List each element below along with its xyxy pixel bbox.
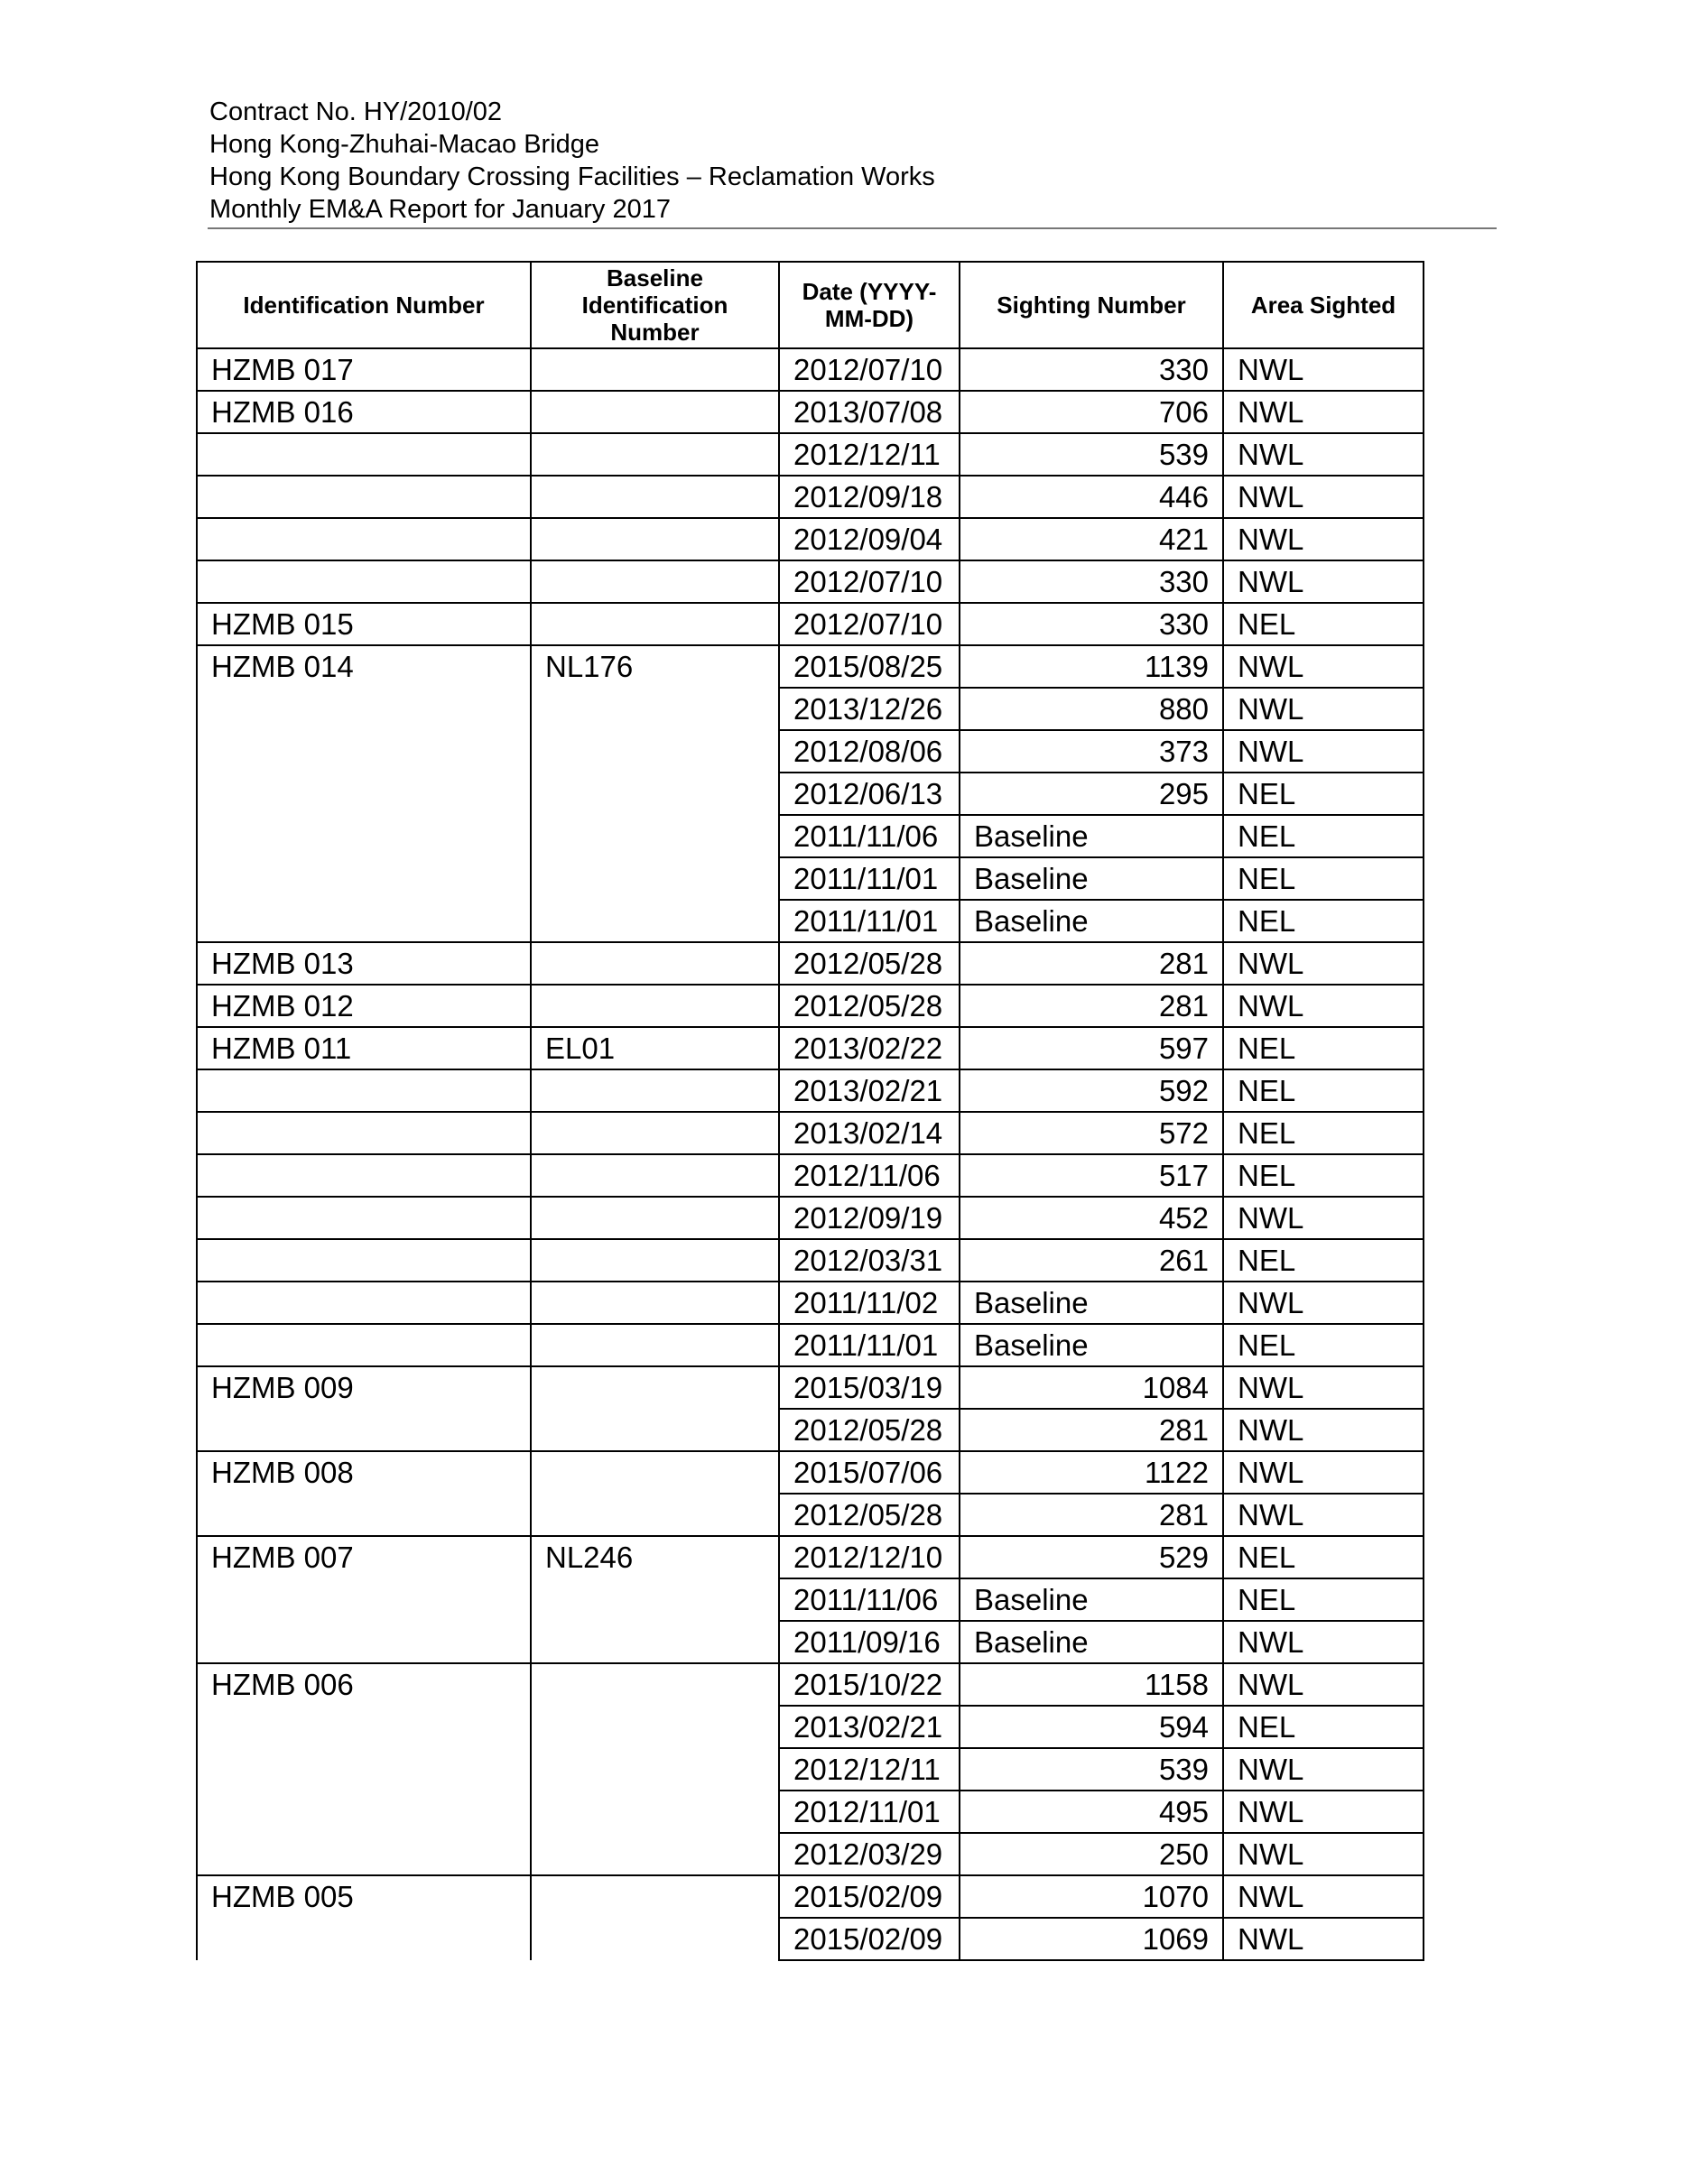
table-row: [197, 1494, 1424, 1536]
identification-number-cell: [197, 560, 531, 603]
table-row: [197, 1366, 1424, 1409]
sighting-number-cell: 1122: [960, 1451, 1223, 1494]
date-cell: 2012/07/10: [779, 348, 960, 391]
sighting-number-cell: 495: [960, 1791, 1223, 1833]
date-cell: 2013/02/14: [779, 1112, 960, 1154]
date-cell: 2013/02/21: [779, 1706, 960, 1748]
identification-number-cell: [197, 1748, 531, 1791]
baseline-id-cell: [531, 1706, 779, 1748]
date-cell: 2013/02/21: [779, 1069, 960, 1112]
sighting-number-cell: 539: [960, 433, 1223, 476]
date-cell: 2013/12/26: [779, 688, 960, 730]
baseline-id-cell: [531, 1875, 779, 1918]
table-row: [197, 1282, 1424, 1324]
sighting-number-cell: 330: [960, 603, 1223, 645]
sighting-number-cell: Baseline: [960, 815, 1223, 857]
baseline-id-cell: [531, 1069, 779, 1112]
date-cell: 2011/11/02: [779, 1282, 960, 1324]
baseline-id-cell: [531, 1409, 779, 1451]
sighting-number-cell: 281: [960, 985, 1223, 1027]
baseline-id-cell: [531, 1918, 779, 1960]
facility-name: Hong Kong Boundary Crossing Facilities – Reclamation Works: [209, 162, 935, 191]
identification-number-cell: HZMB 014: [197, 645, 531, 688]
area-sighted-cell: NWL: [1223, 688, 1424, 730]
date-cell: 2015/02/09: [779, 1918, 960, 1960]
area-sighted-cell: NEL: [1223, 603, 1424, 645]
baseline-id-cell: [531, 773, 779, 815]
baseline-id-cell: [531, 1451, 779, 1494]
identification-number-cell: HZMB 008: [197, 1451, 531, 1494]
sighting-number-cell: Baseline: [960, 1282, 1223, 1324]
area-sighted-cell: NWL: [1223, 1282, 1424, 1324]
date-cell: 2011/09/16: [779, 1621, 960, 1663]
baseline-id-cell: [531, 1112, 779, 1154]
identification-number-cell: [197, 518, 531, 560]
table-row: [197, 1833, 1424, 1875]
table-row: [197, 1706, 1424, 1748]
area-sighted-cell: NEL: [1223, 1027, 1424, 1069]
area-sighted-cell: NWL: [1223, 1833, 1424, 1875]
identification-number-cell: [197, 1791, 531, 1833]
date-cell: 2012/05/28: [779, 942, 960, 985]
area-sighted-cell: NWL: [1223, 560, 1424, 603]
identification-number-cell: [197, 1706, 531, 1748]
table-row: [197, 1239, 1424, 1282]
area-sighted-cell: NWL: [1223, 1663, 1424, 1706]
area-sighted-cell: NWL: [1223, 1875, 1424, 1918]
baseline-id-cell: [531, 1324, 779, 1366]
area-sighted-cell: NWL: [1223, 1791, 1424, 1833]
area-sighted-cell: NWL: [1223, 645, 1424, 688]
table-row: [197, 1791, 1424, 1833]
column-header-identification-number: Identification Number: [197, 262, 531, 348]
date-cell: 2013/02/22: [779, 1027, 960, 1069]
baseline-id-cell: [531, 815, 779, 857]
sighting-number-cell: 880: [960, 688, 1223, 730]
date-cell: 2012/03/31: [779, 1239, 960, 1282]
sighting-number-cell: 1069: [960, 1918, 1223, 1960]
baseline-id-cell: [531, 730, 779, 773]
identification-number-cell: [197, 688, 531, 730]
baseline-id-cell: [531, 1578, 779, 1621]
table-row: [197, 1409, 1424, 1451]
identification-number-cell: [197, 900, 531, 942]
table-row: [197, 1154, 1424, 1197]
area-sighted-cell: NEL: [1223, 1324, 1424, 1366]
baseline-id-cell: [531, 1833, 779, 1875]
table-row: [197, 1324, 1424, 1366]
contract-number: Contract No. HY/2010/02: [209, 97, 503, 126]
table-row: [197, 1027, 1424, 1069]
sighting-number-cell: 452: [960, 1197, 1223, 1239]
table-row: [197, 1663, 1424, 1706]
identification-number-cell: HZMB 013: [197, 942, 531, 985]
sighting-number-cell: 1158: [960, 1663, 1223, 1706]
baseline-id-cell: [531, 1791, 779, 1833]
baseline-id-cell: [531, 688, 779, 730]
sighting-number-cell: Baseline: [960, 900, 1223, 942]
baseline-id-cell: [531, 1621, 779, 1663]
identification-number-cell: HZMB 012: [197, 985, 531, 1027]
date-cell: 2015/08/25: [779, 645, 960, 688]
date-cell: 2011/11/01: [779, 1324, 960, 1366]
area-sighted-cell: NEL: [1223, 1154, 1424, 1197]
baseline-id-cell: [531, 476, 779, 518]
sighting-number-cell: Baseline: [960, 857, 1223, 900]
identification-number-cell: HZMB 007: [197, 1536, 531, 1578]
sighting-number-cell: 706: [960, 391, 1223, 433]
table-body: [197, 348, 1424, 1960]
area-sighted-cell: NWL: [1223, 1409, 1424, 1451]
header-divider: [208, 227, 1497, 229]
identification-number-cell: [197, 1154, 531, 1197]
sighting-number-cell: 597: [960, 1027, 1223, 1069]
sighting-number-cell: 281: [960, 1494, 1223, 1536]
identification-number-cell: [197, 1112, 531, 1154]
date-cell: 2015/07/06: [779, 1451, 960, 1494]
table-row: [197, 773, 1424, 815]
table-row: [197, 560, 1424, 603]
area-sighted-cell: NWL: [1223, 1748, 1424, 1791]
area-sighted-cell: NWL: [1223, 730, 1424, 773]
area-sighted-cell: NWL: [1223, 1197, 1424, 1239]
date-cell: 2015/03/19: [779, 1366, 960, 1409]
column-header-area-sighted: Area Sighted: [1223, 262, 1424, 348]
area-sighted-cell: NEL: [1223, 1239, 1424, 1282]
baseline-id-cell: [531, 391, 779, 433]
sighting-number-cell: 517: [960, 1154, 1223, 1197]
identification-number-cell: HZMB 006: [197, 1663, 531, 1706]
area-sighted-cell: NWL: [1223, 1621, 1424, 1663]
table-row: [197, 1197, 1424, 1239]
sightings-table: [196, 261, 1424, 1961]
table-row: [197, 942, 1424, 985]
area-sighted-cell: NWL: [1223, 518, 1424, 560]
table-row: [197, 603, 1424, 645]
area-sighted-cell: NWL: [1223, 1494, 1424, 1536]
sighting-number-cell: 261: [960, 1239, 1223, 1282]
date-cell: 2012/12/11: [779, 1748, 960, 1791]
date-cell: 2012/05/28: [779, 985, 960, 1027]
area-sighted-cell: NWL: [1223, 1366, 1424, 1409]
baseline-id-cell: [531, 1197, 779, 1239]
sighting-number-cell: 446: [960, 476, 1223, 518]
area-sighted-cell: NWL: [1223, 1451, 1424, 1494]
column-header-baseline-identification-number: Baseline Identification Number: [531, 262, 779, 348]
table-row: [197, 730, 1424, 773]
sighting-number-cell: 1070: [960, 1875, 1223, 1918]
area-sighted-cell: NWL: [1223, 476, 1424, 518]
project-name: Hong Kong-Zhuhai-Macao Bridge: [209, 130, 600, 159]
area-sighted-cell: NEL: [1223, 857, 1424, 900]
table-row: [197, 688, 1424, 730]
sighting-number-cell: 250: [960, 1833, 1223, 1875]
table-row: [197, 1112, 1424, 1154]
baseline-id-cell: [531, 1282, 779, 1324]
identification-number-cell: [197, 1197, 531, 1239]
baseline-id-cell: EL01: [531, 1027, 779, 1069]
date-cell: 2012/12/10: [779, 1536, 960, 1578]
identification-number-cell: [197, 476, 531, 518]
identification-number-cell: HZMB 017: [197, 348, 531, 391]
baseline-id-cell: [531, 857, 779, 900]
area-sighted-cell: NWL: [1223, 348, 1424, 391]
area-sighted-cell: NWL: [1223, 985, 1424, 1027]
baseline-id-cell: [531, 1748, 779, 1791]
area-sighted-cell: NWL: [1223, 942, 1424, 985]
date-cell: 2011/11/06: [779, 1578, 960, 1621]
table-row: [197, 1748, 1424, 1791]
identification-number-cell: [197, 1239, 531, 1282]
table-row: [197, 348, 1424, 391]
table-row: [197, 857, 1424, 900]
baseline-id-cell: [531, 1663, 779, 1706]
identification-number-cell: [197, 1324, 531, 1366]
sighting-number-cell: 295: [960, 773, 1223, 815]
baseline-id-cell: [531, 560, 779, 603]
area-sighted-cell: NEL: [1223, 1706, 1424, 1748]
table-row: [197, 1069, 1424, 1112]
identification-number-cell: [197, 1409, 531, 1451]
table-row: [197, 900, 1424, 942]
identification-number-cell: HZMB 015: [197, 603, 531, 645]
date-cell: 2011/11/01: [779, 857, 960, 900]
sighting-number-cell: Baseline: [960, 1578, 1223, 1621]
table-row: [197, 1875, 1424, 1918]
sighting-number-cell: 421: [960, 518, 1223, 560]
baseline-id-cell: [531, 1239, 779, 1282]
baseline-id-cell: [531, 900, 779, 942]
table-row: [197, 391, 1424, 433]
identification-number-cell: [197, 730, 531, 773]
column-header-sighting-number: Sighting Number: [960, 262, 1223, 348]
date-cell: 2012/05/28: [779, 1494, 960, 1536]
identification-number-cell: [197, 1833, 531, 1875]
identification-number-cell: [197, 857, 531, 900]
sighting-number-cell: 539: [960, 1748, 1223, 1791]
date-cell: 2012/12/11: [779, 433, 960, 476]
table-header: [197, 262, 1424, 348]
sighting-number-cell: 529: [960, 1536, 1223, 1578]
sighting-number-cell: 1084: [960, 1366, 1223, 1409]
table-row: [197, 815, 1424, 857]
date-cell: 2012/11/06: [779, 1154, 960, 1197]
identification-number-cell: [197, 773, 531, 815]
date-cell: 2012/03/29: [779, 1833, 960, 1875]
table-row: [197, 985, 1424, 1027]
baseline-id-cell: [531, 985, 779, 1027]
date-cell: 2011/11/06: [779, 815, 960, 857]
sighting-number-cell: 330: [960, 348, 1223, 391]
baseline-id-cell: [531, 348, 779, 391]
table-row: [197, 476, 1424, 518]
baseline-id-cell: [531, 433, 779, 476]
sighting-number-cell: Baseline: [960, 1324, 1223, 1366]
table-row: [197, 1451, 1424, 1494]
identification-number-cell: HZMB 016: [197, 391, 531, 433]
date-cell: 2012/07/10: [779, 603, 960, 645]
sighting-number-cell: 572: [960, 1112, 1223, 1154]
report-title: Monthly EM&A Report for January 2017: [209, 195, 671, 224]
date-cell: 2012/05/28: [779, 1409, 960, 1451]
date-cell: 2012/09/19: [779, 1197, 960, 1239]
document-header: [209, 96, 1496, 226]
date-cell: 2013/07/08: [779, 391, 960, 433]
baseline-id-cell: NL176: [531, 645, 779, 688]
identification-number-cell: HZMB 011: [197, 1027, 531, 1069]
date-cell: 2012/08/06: [779, 730, 960, 773]
table-row: [197, 433, 1424, 476]
identification-number-cell: [197, 1621, 531, 1663]
sighting-number-cell: 592: [960, 1069, 1223, 1112]
area-sighted-cell: NEL: [1223, 1536, 1424, 1578]
date-cell: 2012/09/18: [779, 476, 960, 518]
identification-number-cell: HZMB 009: [197, 1366, 531, 1409]
date-cell: 2012/06/13: [779, 773, 960, 815]
table-row: [197, 645, 1424, 688]
sighting-number-cell: 330: [960, 560, 1223, 603]
date-cell: 2012/11/01: [779, 1791, 960, 1833]
identification-number-cell: [197, 1069, 531, 1112]
baseline-id-cell: [531, 1366, 779, 1409]
baseline-id-cell: [531, 942, 779, 985]
date-cell: 2015/02/09: [779, 1875, 960, 1918]
baseline-id-cell: [531, 1154, 779, 1197]
baseline-id-cell: [531, 1494, 779, 1536]
area-sighted-cell: NEL: [1223, 1069, 1424, 1112]
table-row: [197, 1536, 1424, 1578]
identification-number-cell: [197, 1918, 531, 1960]
baseline-id-cell: [531, 518, 779, 560]
area-sighted-cell: NEL: [1223, 773, 1424, 815]
sighting-number-cell: 594: [960, 1706, 1223, 1748]
area-sighted-cell: NWL: [1223, 391, 1424, 433]
area-sighted-cell: NWL: [1223, 433, 1424, 476]
sighting-number-cell: 281: [960, 942, 1223, 985]
identification-number-cell: [197, 1282, 531, 1324]
identification-number-cell: [197, 1578, 531, 1621]
table-row: [197, 1621, 1424, 1663]
area-sighted-cell: NEL: [1223, 1578, 1424, 1621]
area-sighted-cell: NEL: [1223, 815, 1424, 857]
area-sighted-cell: NEL: [1223, 1112, 1424, 1154]
area-sighted-cell: NEL: [1223, 900, 1424, 942]
identification-number-cell: [197, 1494, 531, 1536]
area-sighted-cell: NWL: [1223, 1918, 1424, 1960]
date-cell: 2015/10/22: [779, 1663, 960, 1706]
column-header-date: Date (YYYY-MM-DD): [779, 262, 960, 348]
table-row: [197, 518, 1424, 560]
sighting-number-cell: 1139: [960, 645, 1223, 688]
table-row: [197, 1578, 1424, 1621]
identification-number-cell: HZMB 005: [197, 1875, 531, 1918]
sighting-number-cell: Baseline: [960, 1621, 1223, 1663]
baseline-id-cell: [531, 603, 779, 645]
identification-number-cell: [197, 815, 531, 857]
table-row: [197, 1918, 1424, 1960]
sighting-number-cell: 373: [960, 730, 1223, 773]
identification-number-cell: [197, 433, 531, 476]
date-cell: 2011/11/01: [779, 900, 960, 942]
date-cell: 2012/09/04: [779, 518, 960, 560]
baseline-id-cell: NL246: [531, 1536, 779, 1578]
sighting-number-cell: 281: [960, 1409, 1223, 1451]
date-cell: 2012/07/10: [779, 560, 960, 603]
